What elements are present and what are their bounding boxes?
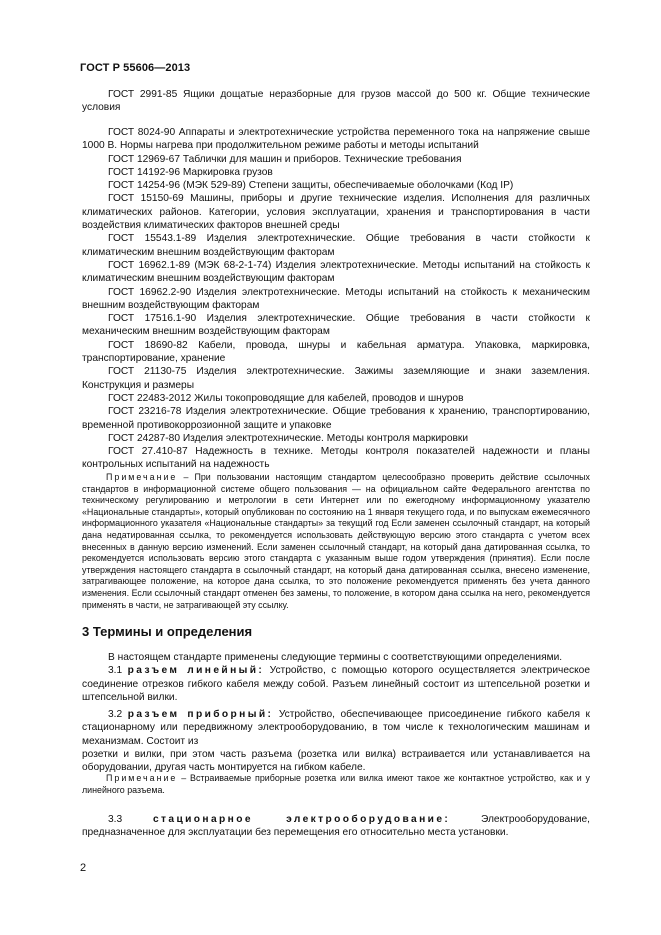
term-definition: Электрооборудование, предназначенное для эксплуатации без перемещения его относительно места установки.	[82, 814, 591, 839]
section-body-continued	[82, 813, 590, 840]
term-definition: Устройство, обеспечивающее присоединение гибкого кабеля к стационарному или передвижному электрооборудованию, в том числе к технологическим машинам и механизмам. Состоит из	[82, 709, 590, 747]
reference-item: ГОСТ 23216-78 Изделия электротехнические. Общие требования к хранению, транспортированию, временной противокоррозионной защите и упаковке	[82, 406, 590, 431]
term-number: 3.1	[108, 665, 128, 677]
reference-item: ГОСТ 14192-96 Маркировка грузов	[108, 166, 273, 178]
term-number: 3.2	[108, 709, 128, 721]
term-3-1	[82, 664, 590, 704]
note-label: Примечание	[106, 472, 178, 482]
section-intro: В настоящем стандарте применены следующие термины с соответствующими определениями.	[108, 652, 563, 663]
reference-item: ГОСТ 17516.1-90 Изделия электротехнические. Общие требования в части стойкости к механическим внешним воздействующим факторам	[82, 313, 590, 338]
reference-item: ГОСТ 8024-90 Аппараты и электротехнические устройства переменного тока на напряжение свыше 1000 В. Нормы нагрева при продолжительном режиме работы и методы испытаний	[82, 127, 590, 152]
references-list	[82, 126, 590, 472]
term-3-3	[82, 813, 590, 840]
term-name: разъем приборный:	[127, 709, 274, 721]
note-label: Примечание	[106, 773, 178, 783]
reference-item: ГОСТ 21130-75 Изделия электротехнические. Зажимы заземляющие и знаки заземления. Конструкция и размеры	[82, 366, 590, 391]
reference-item: ГОСТ 15543.1-89 Изделия электротехнические. Общие требования в части стойкости к климатическим внешним воздействующим факторам	[82, 233, 590, 258]
reference-item: ГОСТ 24287-80 Изделия электротехнические. Методы контроля маркировки	[108, 432, 469, 444]
term-3-2	[82, 708, 590, 748]
term-name: разъем линейный:	[127, 665, 265, 677]
reference-item: ГОСТ 27.410-87 Надежность в технике. Методы контроля показателей надежности и планы контрольных испытаний на надежность	[82, 446, 590, 471]
reference-item: ГОСТ 16962.1-89 (МЭК 68-2-1-74) Изделия электротехнические. Методы испытаний на стойкость к климатическим внешним воздействующим факторам	[82, 259, 590, 285]
reference-item: ГОСТ 16962.2-90 Изделия электротехнические. Методы испытаний на стойкость к механическим внешним воздействующим факторам	[82, 286, 590, 311]
reference-item: ГОСТ 15150-69 Машины, приборы и другие технические изделия. Исполнения для различных климатических районов. Категории, условия эксплуатации, хранения и транспортирования в части воздействия климатических факторов внешней среды	[82, 193, 590, 232]
reference-item: ГОСТ 22483-2012 Жилы токопроводящие для кабелей, проводов и шнуров	[108, 392, 464, 404]
term-definition: Устройство, с помощью которого осуществляется электрическое соединение отрезков гибкого кабеля между собой. Разъем линейный состоит из штепсельной розетки и штепсельной вилки.	[82, 665, 591, 703]
page-number: 2	[80, 862, 87, 874]
reference-item: ГОСТ 2991-85 Ящики дощатые неразборные для грузов массой до 500 кг. Общие технические условия	[82, 89, 590, 114]
note-term	[82, 773, 590, 796]
term-3-2-continuation: розетки и вилки, при этом часть разъема (розетка или вилка) встраивается или устанавливается на оборудовании, другая часть монтируется на гибком кабеле.	[82, 749, 590, 774]
note-references	[82, 472, 590, 611]
term-number: 3.3	[108, 814, 153, 825]
reference-item: ГОСТ 14254-96 (МЭК 529-89) Степени защиты, обеспечиваемые оболочками (Код IP)	[108, 180, 514, 192]
term-name: стационарное электрооборудование:	[152, 814, 451, 825]
reference-item: ГОСТ 18690-82 Кабели, провода, шнуры и кабельная арматура. Упаковка, маркировка, транспортирование, хранение	[82, 339, 590, 365]
reference-item: ГОСТ 12969-67 Таблички для машин и приборов. Технические требования	[108, 153, 462, 165]
references-top	[82, 88, 590, 115]
note-text: – Встраиваемые приборные розетка или вилка имеют такое же контактное устройство, как и у линейного разъема.	[82, 773, 590, 795]
standard-header: ГОСТ Р 55606—2013	[80, 62, 191, 74]
section-title: 3 Термины и определения	[82, 624, 253, 639]
note-text: – При пользовании настоящим стандартом целесообразно проверить действие ссылочных стандартов в информационной системе общего пользования — на официальном сайте Федерального агентства по техническому регулированию и метрологии в сети Интернет или по ежегодному информационному указателю «Национальные стандарты», который опубликован по состоянию на 1 января текущего года, и по выпускам ежемесячного информационного указателя «Национальные стандарты» за текущий год Если заменен ссылочный стандарт, на который дана недатированная ссылка, то рекомендуется использовать действующую версию этого стандарта с учетом всех внесенных в данную версию изменений. Если заменен ссылочный стандарт, на который дана датированная ссылка, то рекомендуется использовать версию этого стандарта с указанным выше годом утверждения (принятия). Если после утверждения настоящего стандарта в ссылочный стандарт, на который дана датированная ссылка, внесено изменение, затрагивающее положение, на которое дана ссылка, то это положение рекомендуется применять без учета данного изменения. Если ссылочный стандарт отменен без замены, то положение, в котором дана ссылка на него, рекомендуется применять в части, не затрагивающей эту ссылку.	[82, 472, 590, 610]
section-body	[82, 651, 590, 775]
